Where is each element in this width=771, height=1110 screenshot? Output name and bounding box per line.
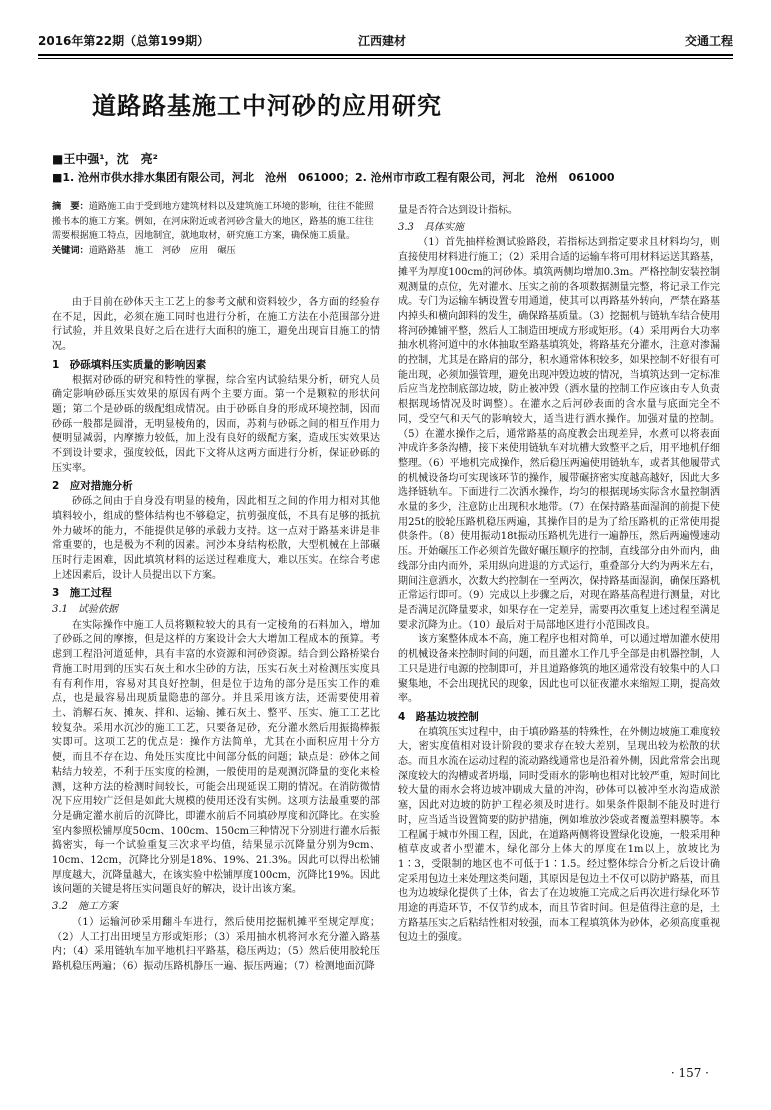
body-paragraph: 该方案整体成本不高，施工程序也相对简单，可以通过增加灌水使用的机械设备来控制时间的问题，而且灌水工作几乎全部是由机器控制，人工只是进行电源的控制即可，并且道路修筑的地区通常没有较集中的人口聚集地，不会出现扰民的现象，因此也可以征夜灌水来缩短工期，提高效率。 xyxy=(398,634,720,705)
section-heading: 4 路基边坡控制 xyxy=(398,710,479,723)
running-header xyxy=(38,32,733,52)
abstract-text: 道路施工由于受到地方建筑材料以及建筑施工环境的影响，往往不能照搬书本的施工方案。例如，在河床附近或者河砂含量大的地区，路基的施工往往需要根据施工特点，因地制宜，就地取材，研究施工方案，确保施工质量。 xyxy=(52,201,374,241)
body-paragraph: 在实际操作中施工人员将颗粒较大的具有一定棱角的石料加入，增加了砂砾之间的摩擦，但是这样的方案设计会大大增加工程成本的预算。考虑到工程沿河道延伸，具有丰富的水资源和河砂资源。结合到公路桥梁台背施工时用到的压实石灰土和水尘砂的方法，压实石灰土对检测压实度具有有利作用，容易对其良好控制，但是位于边角的部分是压实工作的难点，也是最容易出现质量隐患的部分。并且采用该方法，还需要使用着土、消解石灰、摊灰、拌和、运输、摊石灰土、整平、压实、施工工艺比较复杂。采用水沉沙的施工工艺，只要备足砂，充分灌水然后用振捣棒振实即可。这项工艺的优点是：操作方法简单，尤其在小面积应用十分方便，而且不存在边、角处压实度比中间部分低的问题；缺点是：砂体之间粘结力较差，不利于压实度的检测，一般使用的是观测沉降量的变化来检测，这种方法的检测时间较长，可能会出现延误工期的情况。在消防微情况下应用较广泛但是如此大规模的使用还没有实例。这项方法最重要的部分是确定灌水前后的沉降比，即灌水前后不同填砂厚度和沉降比。在实验室内参照松铺厚度50cm、100cm、150cm三种情况下分别进行灌水后振捣密实，每一个试验重复三次求平均值，结果显示沉降量分别为9cm、10cm、12cm，沉降比分别是18%、19%、21.3%。因此可以得出松铺厚度越大，沉降量越大，在该实验中松铺厚度100cm，沉降比19%。因此该问题的关键是将压实问题良好的解决，设计出该方案。 xyxy=(52,619,380,896)
body-paragraph: 砂砾之间由于自身没有明显的棱角，因此相互之间的作用力相对其他填料较小，组成的整体结构也不够稳定，抗剪强度低，不具有足够的抵抗外力破坏的能力，不能提供足够的承载力支持。这一点对于路基来讲是非常重要的，也是极为不利的因素。河沙本身结构松散，大型机械在上部碾压时行走困难，因此填筑材料的运送过程难度大，难以压实。在综合考虑上述因素后，设计人员提出以下方案。 xyxy=(52,496,380,581)
body-paragraph: （1）运输河砂采用翻斗车进行，然后使用挖掘机摊平至规定厚度；（2）人工打出田埂呈方形或矩形；（3）采用抽水机将河水充分灌入路基内；（4）采用链轨车加平地机扫平路基，稳压两边；（5）然后使用胶轮压路机稳压两遍；（6）振动压路机静压一遍、振压两遍；（7）检测地面沉降 xyxy=(52,916,380,972)
keywords-text: 道路路基 施工 河砂 应用 碾压 xyxy=(88,244,236,256)
section-heading: 3 施工过程 xyxy=(52,587,112,600)
affiliation-line: ■1. 沧州市供水排水集团有限公司，河北 沧州 061000；2. 沧州市市政工程有限公司，河北 沧州 061000 xyxy=(52,171,615,184)
section-heading: 3.3 具体实施 xyxy=(398,221,464,233)
section-heading: 3.2 施工方案 xyxy=(52,901,118,913)
section-heading: 3.1 试验依据 xyxy=(52,604,118,616)
header-rule-thick xyxy=(38,54,733,56)
right-column xyxy=(398,204,720,946)
body-paragraph: 根据对砂砾的研究和特性的掌握，综合室内试验结果分析，研究人员确定影响砂砾压实效果的原因有两个主要方面。第一个是颗粒的形状问题；第二个是砂砾的级配组成情况。由于砂砾自身的形成环境控制，因而砂砾一般都是圆滑，无明显棱角的，因而，苏莉与砂砾之间的相互作用力便明显减弱，内摩擦力较低，加上没有良好的级配方案，造成压实效果达不到设计要求，强度较低，因此下文将从这两方面进行分析，保证砂砾的压实率。 xyxy=(52,374,380,474)
left-column xyxy=(52,296,380,975)
section-name: 交通工程 xyxy=(684,34,733,48)
author-line: ■王中强¹，沈 亮² xyxy=(52,152,158,166)
body-paragraph: 由于目前在砂体天主工艺上的参考文献和资料较少，各方面的经验存在不足，因此，必须在施工同时也进行分析，在施工方法在小范围部分进行试验，并且效果良好之后在进行大面积的施工，避免出现盲目施工的情况。 xyxy=(52,297,380,353)
body-paragraph: （1）首先抽样检测试验路段，若指标达到指定要求且材料均匀，则直接使用材料进行施工；（2）采用合适的运输车将可用材料运送其路基，摊平为厚度100cm的河砂体。填筑两侧均增加0.3m。严格控制安装控制观测量的点位，先对灌水、压实之前的各项数据测量完整，将记录工作完成。专门为运输车辆设置专用通道，使其可以再路基外转向，严禁在路基内掉头和横向卸料的发生，确保路基质量。（3）挖掘机与链轨车结合使用将河砂摊铺平整，然后人工制造田埂成方形或矩形。（4）采用两台大功率抽水机将河道中的水体抽取至路基填筑处，将路基充分灌水，注意对渗漏的控制，尤其是在路肩的部分，积水通常体积较多，如果控制不好很有可能出现，必须加强管理，避免出现冲毁边坡的情况，当填筑达到一定标准后应当龙控制底部边坡，防止被冲毁（洒水量的控制工作应该由专人负责根据现场情况及时调整）。在灌水之后河砂表面的含水量与底面完全不同，受空气和天气的影响较大，适当进行洒水操作。加强对量的控制。（5）在灌水操作之后，通常路基的高度教会出现差异，水煮可以将表面冲成许多条沟槽，接下来使用链轨车对坑槽大致整平之后，用平地机仔细整理。（6）平地机完成操作，然后稳压两遍使用链轨车，或者其他履带式的机械设备均可实现该环节的操作，履带碾挤密实度越高越好，因此大多选择链轨车。下面进行二次洒水操作，均匀的根据现场实际含水量控制洒水量的多少，注意防止出现积水地带。（7）在保持路基面湿润的前提下使用25t的胶轮压路机稳压两遍，其操作目的是为了给压路机的正常使用提供条件。（8）使用振动18t振动压路机先进行一遍静压，然后两遍慢速动压。开始碾压工作必须首先做好碾压顺序的控制，直线部分由外而内，曲线部分由内而外，采用纵向进退的方式运行，重叠部分大约为两米左右，期间注意洒水，次数大约控制在一至两次，保持路基面湿润，确保压路机正常运行即可。（9）完成以上步骤之后，对现在路基高程进行测量，对比是否满足沉降量要求，如果存在一定差异，需要再次重复上述过程至满足要求沉降为止。（10）最后对于局部地区进行小范围改良。 xyxy=(398,237,720,631)
abstract-block xyxy=(52,200,378,258)
body-paragraph: 在填筑压实过程中，由于填砂路基的特殊性，在外侧边坡施工难度较大，密实度值相对设计阶段的要求存在较大差别，呈现出较为松散的状态。而且水流在运动过程的流动路线通常也是沿着外侧，因此常常会出现深度较大的沟槽或者坍塌，同时受雨水的影响也相对比较严重，短时间比较大量的雨水会将边坡冲刷成大量的冲沟，砂体可以被冲至水沟造成淤塞，因此对边坡的防护工程必须及时进行。如果条件限制不能及时进行时，应当适当设置简要的防护措施，例如堆放沙袋或者覆盖塑料膜等。本工程属于城市外围工程，因此，在道路两侧将设置绿化设施，一般采用种植草皮或者小型灌木，绿化部分上体大的厚度在1m以上，放坡比为1∶3，受限制的地区也不可低于1∶1.5。经过整体综合分析之后设计确定采用包边土来处理这类问题，其原因是包边土不仅可以防护路基，而且也为边坡绿化提供了土体，省去了在边坡施工完成之后再次进行绿化环节用途的再造环节，不仅节约成本，而且节省时间。但是值得注意的是，土方路基压实之后粘结性相对较强，而本工程填筑体为砂体，必须高度重视包边土的强度。 xyxy=(398,726,720,944)
header-rule-thin xyxy=(38,58,733,59)
body-paragraph: 量是否符合达到设计指标。 xyxy=(398,205,518,216)
keywords xyxy=(52,244,378,259)
abstract xyxy=(52,200,378,244)
journal-name: 江西建材 xyxy=(358,34,407,48)
keywords-label: 关键词： xyxy=(52,244,89,256)
section-heading: 2 应对措施分析 xyxy=(52,480,133,493)
section-heading: 1 砂砾填料压实质量的影响因素 xyxy=(52,358,207,371)
article-title: 道路路基施工中河砂的应用研究 xyxy=(92,92,442,120)
abstract-label: 摘 要： xyxy=(52,201,89,212)
issue-info: 2016年第22期（总第199期） xyxy=(38,34,210,48)
page-number: · 157 · xyxy=(670,1066,709,1080)
